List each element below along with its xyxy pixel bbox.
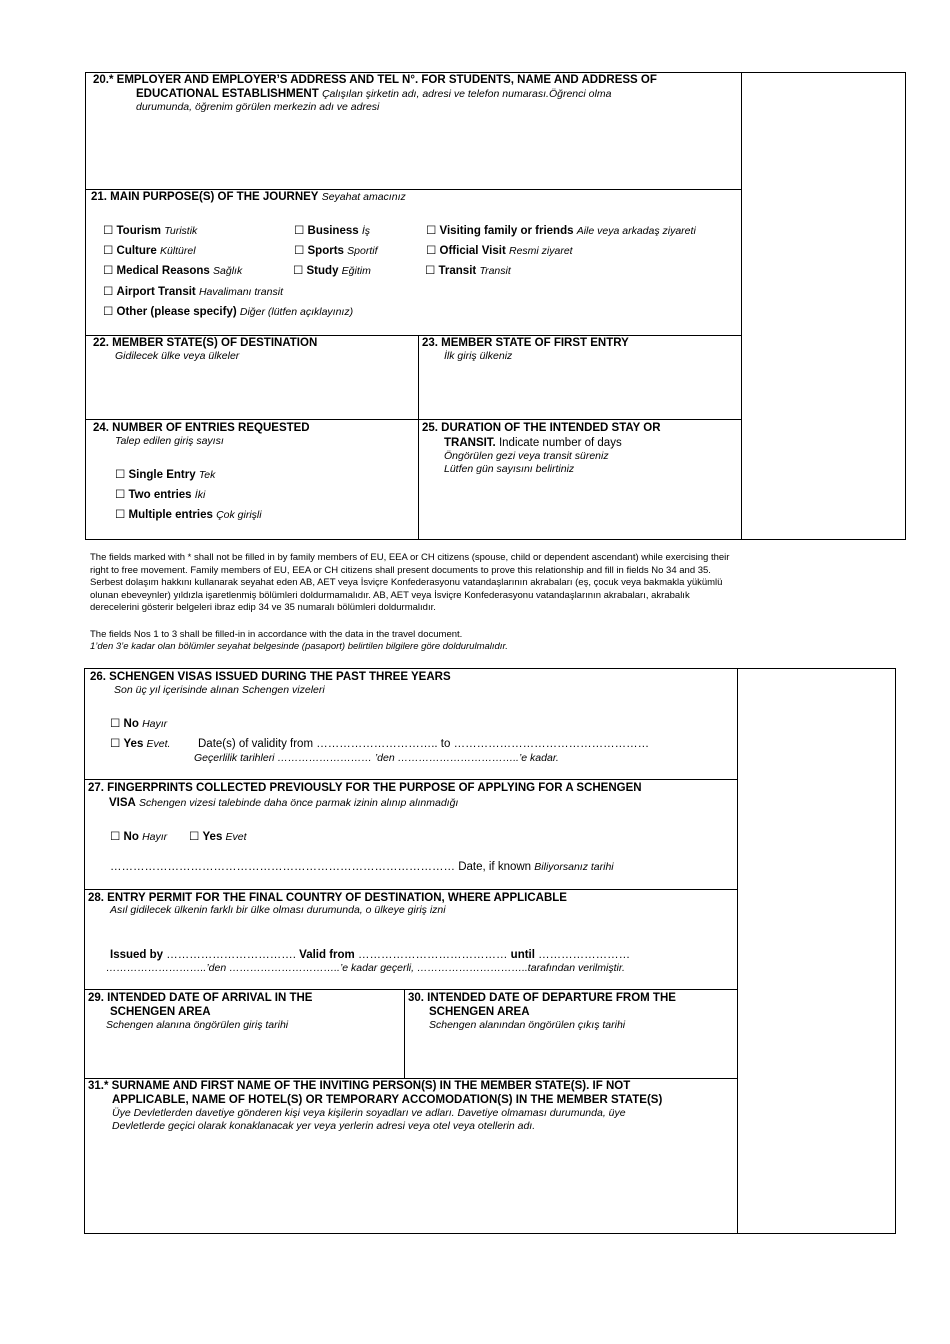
- notes-paragraph-1: [90, 552, 880, 615]
- visa-validity-dates-tr: Geçerlilik tarihleri ……………………… ’den ……………………………..’e kadar.: [194, 752, 559, 764]
- checkbox-icon[interactable]: ☐: [426, 225, 437, 237]
- valid-from-label: Valid from: [299, 949, 355, 961]
- option-label: Yes: [123, 738, 144, 750]
- purpose-option[interactable]: [294, 224, 370, 238]
- divider-22-23: [418, 335, 419, 540]
- option-label: Airport Transit: [116, 286, 196, 298]
- checkbox-icon[interactable]: ☐: [103, 245, 114, 257]
- notes-paragraph-2: The fields Nos 1 to 3 shall be filled-in in accordance with the data in the travel document.: [90, 629, 463, 640]
- field-25-subtitle-line2: Lütfen gün sayısını belirtiniz: [444, 463, 575, 475]
- field-24-subtitle: Talep edilen giriş sayısı: [115, 435, 224, 447]
- option-translation: Sağlık: [213, 265, 243, 277]
- field-20-input[interactable]: [90, 118, 735, 184]
- fingerprints-date-label: ……………………………………………………………………………… Date, if known: [110, 861, 532, 873]
- checkbox-icon[interactable]: ☐: [115, 469, 126, 481]
- field-25-instruction: Indicate number of days: [498, 437, 622, 449]
- field-21-heading: [91, 190, 406, 204]
- checkbox-icon[interactable]: ☐: [189, 831, 200, 843]
- field-26-title: 26. SCHENGEN VISAS ISSUED DURING THE PAST THREE YEARS: [90, 671, 451, 683]
- option-label: Medical Reasons: [116, 265, 210, 277]
- field-28-subtitle: Asıl gidilecek ülkenin farklı bir ülke olması durumunda, o ülkeye giriş izni: [110, 904, 446, 916]
- purpose-option[interactable]: [103, 244, 196, 258]
- option-translation: Hayır: [142, 831, 168, 843]
- option-label: Yes: [202, 831, 223, 843]
- notes-paragraph-3: 1’den 3’e kadar olan bölümler seyahat belgesinde (pasaport) belirtilen bilgilere göre doldurulmalıdır.: [90, 641, 508, 652]
- option-translation: Evet: [225, 831, 247, 843]
- field-28-title: 28. ENTRY PERMIT FOR THE FINAL COUNTRY OF DESTINATION, WHERE APPLICABLE: [88, 892, 567, 904]
- checkbox-icon[interactable]: ☐: [425, 265, 436, 277]
- note-line: Serbest dolaşım hakkını kullanarak seyahat eden AB, AET veya İsviçre Konfederasyonu vatandaşlarının akrabaları (eş, çocuk veya bakmakla yükümlü: [90, 577, 723, 588]
- field-23-input[interactable]: [422, 366, 736, 416]
- visa-validity-dates[interactable]: Date(s) of validity from ………………………….. to ……………………………………………: [198, 738, 650, 750]
- field-30-title: 30. INTENDED DATE OF DEPARTURE FROM THE: [408, 992, 676, 1004]
- checkbox-icon[interactable]: ☐: [115, 509, 126, 521]
- field-29-subtitle: Schengen alanına öngörülen giriş tarihi: [106, 1019, 289, 1031]
- option-translation: Hayır: [142, 718, 168, 730]
- checkbox-icon[interactable]: ☐: [103, 286, 114, 298]
- option-translation: İş: [361, 225, 371, 237]
- field-27-subtitle: Schengen vizesi talebinde daha önce parmak izinin alınıp alınmadığı: [139, 797, 459, 809]
- field-31-subtitle-line2: Devletlerde geçici olarak konaklanacak yer veya yerlerin adresi veya otel veya otellerin adı.: [112, 1120, 536, 1132]
- option-translation: Diğer (lütfen açıklayınız): [239, 306, 354, 318]
- field-25-subtitle: Öngörülen gezi veya transit süreniz: [444, 450, 609, 462]
- field-26-subtitle: Son üç yıl içerisinde alınan Schengen vizeleri: [114, 684, 325, 696]
- field-31-subtitle: Üye Devletlerden davetiye gönderen kişi veya kişilerin soyadları ve adları. Davetiye olmaması durumunda, üye: [112, 1107, 626, 1119]
- checkbox-icon[interactable]: ☐: [103, 265, 114, 277]
- field-22-input[interactable]: [90, 366, 412, 416]
- purpose-option[interactable]: [103, 224, 197, 238]
- issued-by-label: Issued by: [110, 949, 164, 961]
- option-label: Single Entry: [128, 469, 196, 481]
- field-21-subtitle: Seyahat amacınız: [321, 191, 406, 203]
- fingerprints-yes-option[interactable]: [189, 830, 247, 844]
- field-31-input[interactable]: [88, 1138, 734, 1230]
- option-label: Other (please specify): [116, 306, 237, 318]
- checkbox-icon[interactable]: ☐: [110, 718, 121, 730]
- option-translation: Evet.: [146, 738, 171, 750]
- field-27-title-visa: VISA: [109, 797, 136, 809]
- field-25-title-transit: TRANSIT.: [444, 437, 496, 449]
- valid-from-input[interactable]: …………………………………: [357, 949, 511, 961]
- divider-27-28: [84, 889, 738, 890]
- field-20-title-establishment: EDUCATIONAL ESTABLISHMENT: [136, 88, 319, 100]
- field-20-title-line2: [136, 87, 736, 101]
- option-translation: Transit: [479, 265, 511, 277]
- purpose-option[interactable]: [426, 244, 573, 258]
- field-27-title-line2: [109, 796, 458, 810]
- field-20-subtitle-line2: durumunda, öğrenim görülen merkezin adı ve adresi: [136, 101, 380, 113]
- option-label: No: [123, 718, 139, 730]
- option-label: Two entries: [128, 489, 192, 501]
- office-use-box-1: [742, 73, 905, 539]
- option-label: Culture: [116, 245, 157, 257]
- option-translation: Sportif: [347, 245, 378, 257]
- option-label: No: [123, 831, 139, 843]
- option-translation: Turistik: [164, 225, 198, 237]
- checkbox-icon[interactable]: ☐: [110, 738, 121, 750]
- option-translation: Çok girişli: [216, 509, 262, 521]
- checkbox-icon[interactable]: ☐: [103, 306, 114, 318]
- issued-by-input[interactable]: …………………………….: [166, 949, 300, 961]
- option-label: Official Visit: [439, 245, 506, 257]
- checkbox-icon[interactable]: ☐: [294, 225, 305, 237]
- option-label: Sports: [307, 245, 344, 257]
- field-25-title-line2: [444, 436, 622, 450]
- field-27-title: 27. FINGERPRINTS COLLECTED PREVIOUSLY FOR THE PURPOSE OF APPLYING FOR A SCHENGEN: [88, 782, 642, 794]
- option-label: Study: [306, 265, 339, 277]
- field-25-input[interactable]: [422, 480, 736, 536]
- entries-option[interactable]: [115, 488, 205, 502]
- fingerprints-no-option[interactable]: [110, 830, 167, 844]
- field-31-title-line2: APPLICABLE, NAME OF HOTEL(S) OR TEMPORARY ACCOMODATION(S) IN THE MEMBER STATE(S): [112, 1094, 663, 1106]
- visa-no-option[interactable]: [110, 717, 167, 731]
- checkbox-icon[interactable]: ☐: [293, 265, 304, 277]
- fingerprints-date-field[interactable]: [110, 860, 614, 874]
- field-20-subtitle: Çalışılan şirketin adı, adresi ve telefon numarası.Öğrenci olma: [321, 88, 612, 100]
- note-line: derecelerini gösterir belgeleri ibraz edip 34 ve 35 numaralı bölümleri doldurmalıdır.: [90, 602, 436, 613]
- option-label: Transit: [438, 265, 477, 277]
- field-22-title: 22. MEMBER STATE(S) OF DESTINATION: [93, 337, 318, 349]
- field-22-subtitle: Gidilecek ülke veya ülkeler: [115, 350, 240, 362]
- field-20-title: 20.* EMPLOYER AND EMPLOYER’S ADDRESS AND TEL N°. FOR STUDENTS, NAME AND ADDRESS OF: [93, 74, 657, 86]
- checkbox-icon[interactable]: ☐: [103, 225, 114, 237]
- checkbox-icon[interactable]: ☐: [294, 245, 305, 257]
- option-translation: Aile veya arkadaş ziyareti: [576, 225, 696, 237]
- purpose-option[interactable]: [293, 264, 371, 278]
- option-label: Business: [307, 225, 359, 237]
- field-23-subtitle: İlk giriş ülkeniz: [444, 350, 513, 362]
- purpose-option[interactable]: [103, 264, 242, 278]
- purpose-option[interactable]: [103, 285, 283, 299]
- option-label: Multiple entries: [128, 509, 213, 521]
- field-21-title: 21. MAIN PURPOSE(S) OF THE JOURNEY: [91, 191, 319, 203]
- purpose-option[interactable]: [294, 244, 378, 258]
- option-label: Visiting family or friends: [439, 225, 574, 237]
- field-29-title: 29. INTENDED DATE OF ARRIVAL IN THE: [88, 992, 313, 1004]
- field-30-title-line2: SCHENGEN AREA: [429, 1006, 530, 1018]
- divider-22-24: [85, 419, 742, 420]
- option-translation: Kültürel: [159, 245, 196, 257]
- office-use-box-2: [738, 669, 895, 1233]
- purpose-option[interactable]: [426, 224, 696, 238]
- note-line: olunan ebeveynler) yıldızla işaretlenmiş bölümleri doldurmamalıdır. AB, AET veya İsviçre Konfederasyonu vatandaşlarının akrabaları, akrabalık: [90, 589, 690, 601]
- purpose-option[interactable]: [103, 305, 353, 319]
- field-29-title-line2: SCHENGEN AREA: [110, 1006, 211, 1018]
- field-31-title: 31.* SURNAME AND FIRST NAME OF THE INVITING PERSON(S) IN THE MEMBER STATE(S). IF NOT: [88, 1080, 631, 1092]
- option-translation: İki: [194, 489, 206, 501]
- field-29-input[interactable]: [88, 1036, 400, 1074]
- entry-permit-fields[interactable]: [110, 948, 630, 962]
- option-label: Tourism: [116, 225, 162, 237]
- checkbox-icon[interactable]: ☐: [110, 831, 121, 843]
- field-30-subtitle: Schengen alanından öngörülen çıkış tarihi: [429, 1019, 626, 1031]
- until-label: until: [510, 949, 535, 961]
- option-translation: Eğitim: [341, 265, 371, 277]
- field-24-title: 24. NUMBER OF ENTRIES REQUESTED: [93, 422, 310, 434]
- entries-option[interactable]: [115, 468, 215, 482]
- option-translation: Resmi ziyaret: [508, 245, 573, 257]
- entries-option[interactable]: [115, 508, 262, 522]
- option-translation: Tek: [198, 469, 216, 481]
- entry-permit-tr: ………………………..’den …………………………..’e kadar geçerli, …………………………..tarafından verilmiştir.: [106, 962, 625, 974]
- purpose-option[interactable]: [425, 264, 511, 278]
- until-input[interactable]: ……………………: [538, 949, 631, 961]
- field-25-title: 25. DURATION OF THE INTENDED STAY OR: [422, 422, 661, 434]
- note-line: right to free movement. Family members of EU, EEA or CH citizens shall present documents to prove this relationship and fill in fields No 34 and 35.: [90, 564, 711, 576]
- checkbox-icon[interactable]: ☐: [115, 489, 126, 501]
- option-translation: Havalimanı transit: [198, 286, 283, 298]
- divider-26-27: [84, 779, 738, 780]
- note-line: The fields marked with * shall not be filled in by family members of EU, EEA or CH citizens (spouse, child or dependent ascendant) while exercising their: [90, 552, 730, 563]
- field-23-title: 23. MEMBER STATE OF FIRST ENTRY: [422, 337, 629, 349]
- divider-29-30: [404, 989, 405, 1079]
- field-30-input[interactable]: [408, 1036, 734, 1074]
- visa-yes-option[interactable]: [110, 737, 170, 751]
- checkbox-icon[interactable]: ☐: [426, 245, 437, 257]
- divider-28-29: [84, 989, 738, 990]
- fingerprints-date-tr: Biliyorsanız tarihi: [534, 861, 614, 873]
